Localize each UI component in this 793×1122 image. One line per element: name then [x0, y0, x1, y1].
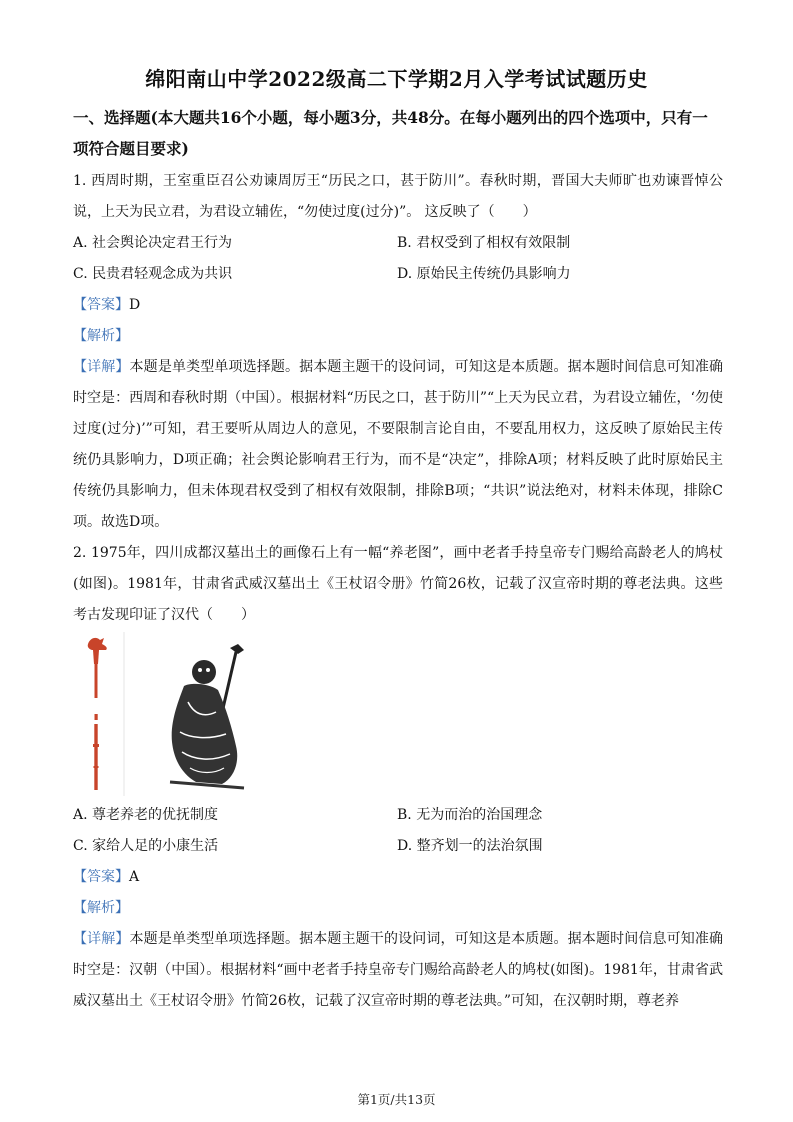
q1-option-c: C. 民贵君轻观念成为共识	[73, 266, 233, 282]
q1-option-a: A. 社会舆论决定君王行为	[73, 235, 233, 251]
elder-with-staff-relief-image	[160, 642, 252, 792]
q1-answer: D	[129, 297, 141, 313]
page-title: 绵阳南山中学2022级高二下学期2月入学考试试题历史	[145, 67, 648, 91]
q2-detail	[73, 924, 723, 1017]
section-heading: 一、选择题(本大题共16个小题，每小题3分，共48分。在每小题列出的四个选项中，只有一项符合题目要求)	[73, 108, 708, 158]
q2-analysis-row	[73, 893, 129, 924]
q2-answer-row	[73, 862, 139, 893]
q1-detail-text: 本题是单类型单项选择题。据本题主题干的设问词，可知这是本质题。据本题时间信息可知准确时空是：西周和春秋时期（中国）。根据材料“历民之口，甚于防川”“上天为民立君，为君设立辅佐，‘勿使过度(过分)’”可知，君王要听从周边人的意见，不要限制言论自由，不要乱用权力，这反映了原始民主传统仍具影响力，D项正确；社会舆论影响君王行为，而不是“决定”，排除A项；材料反映了此时原始民主传统仍具影响力，但未体现君权受到了相权有效限制，排除B项；“共识”说法绝对，材料未体现，排除C项。故选D项。	[73, 359, 724, 530]
q2-answer-tag: 【答案】	[73, 869, 129, 885]
q2-analysis-tag: 【解析】	[73, 900, 129, 916]
dove-staff-image	[80, 632, 126, 796]
q1-detail	[73, 352, 723, 538]
q2-option-a: A. 尊老养老的优抚制度	[73, 807, 219, 823]
q2-option-b: B. 无为而治的治国理念	[397, 807, 543, 823]
q1-option-d: D. 原始民主传统仍具影响力	[397, 266, 571, 282]
q2-option-c: C. 家给人足的小康生活	[73, 838, 219, 854]
q1-detail-tag: 【详解】	[73, 359, 130, 375]
question-2-stem: 2. 1975年，四川成都汉墓出土的画像石上有一幅“养老图”，画中老者手持皇帝专门赐给高龄老人的鸠杖(如图)。1981年，甘肃省武威汉墓出土《王杖诏令册》竹简26枚，记载了汉宣帝时期的尊老法典。这些考古发现印证了汉代（ ）	[73, 545, 723, 623]
question-1-stem: 1. 西周时期，王室重臣召公劝谏周厉王“历民之口，甚于防川”。春秋时期，晋国大夫师旷也劝谏晋悼公说，上天为民立君，为君设立辅佐，“勿使过度(过分)”。 这反映了（ ）	[73, 173, 723, 220]
q2-option-d: D. 整齐划一的法治氛围	[397, 838, 543, 854]
q1-option-b: B. 君权受到了相权有效限制	[397, 235, 571, 251]
q2-detail-tag: 【详解】	[73, 931, 130, 947]
q1-answer-row	[73, 290, 140, 321]
q2-detail-text: 本题是单类型单项选择题。据本题主题干的设问词，可知这是本质题。据本题时间信息可知准确时空是：汉朝（中国）。根据材料“画中老者手持皇帝专门赐给高龄老人的鸠杖(如图)。1981年，甘肃省武威汉墓出土《王杖诏令册》竹简26枚，记载了汉宣帝时期的尊老法典。”可知，在汉朝时期，尊老养	[73, 931, 724, 1009]
q1-analysis-tag: 【解析】	[73, 328, 129, 344]
q2-answer: A	[129, 869, 140, 885]
q1-analysis-row	[73, 321, 129, 352]
page-footer: 第1页/共13页	[357, 1092, 436, 1107]
q1-answer-tag: 【答案】	[73, 297, 129, 313]
